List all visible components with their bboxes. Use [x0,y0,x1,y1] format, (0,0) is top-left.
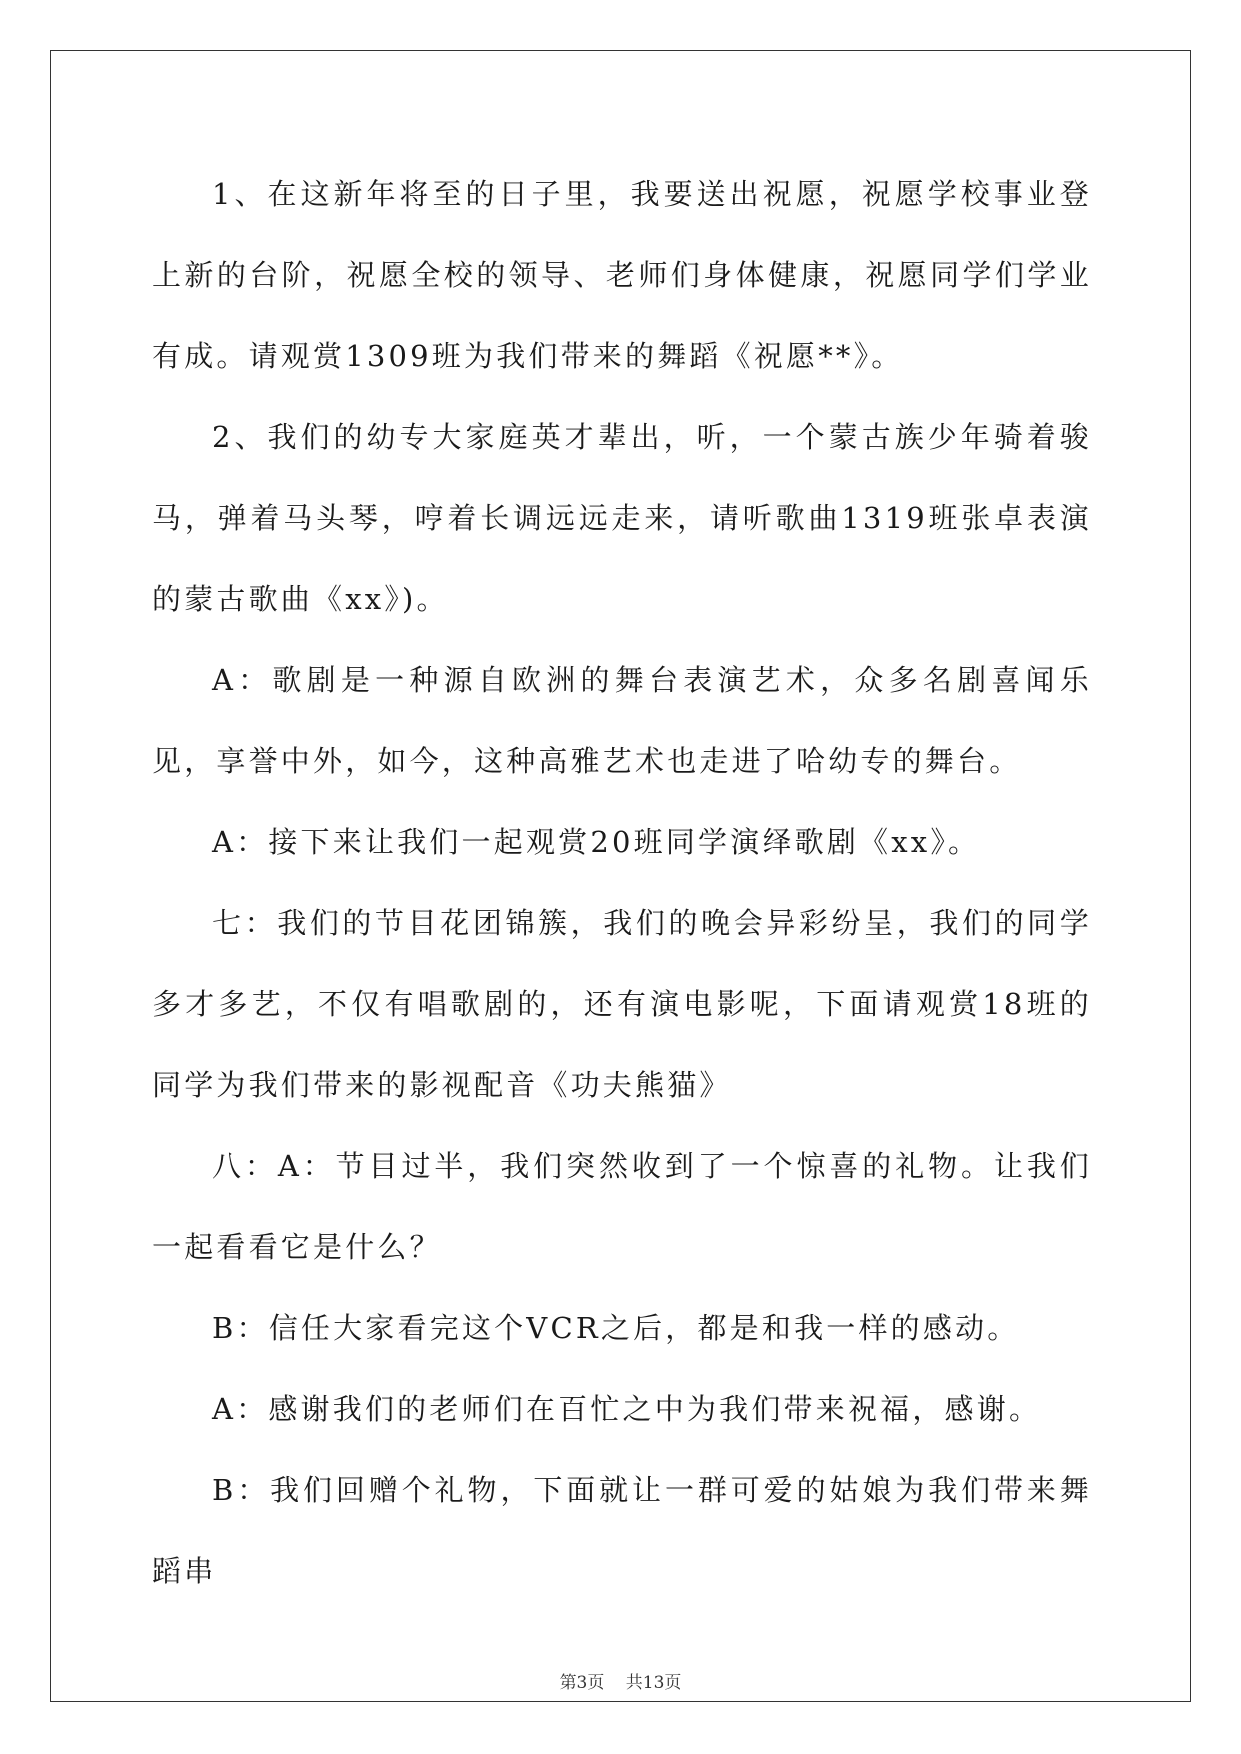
paragraph-4: A：接下来让我们一起观赏20班同学演绎歌剧《xx》。 [212,825,981,859]
paragraph-9: B：我们回赠个礼物，下面就让一群可爱的姑娘为我们带来舞蹈串 [152,1473,1092,1588]
document-body [152,154,1092,1612]
paragraph-6: 八：A：节目过半，我们突然收到了一个惊喜的礼物。让我们一起看看它是什么？ [152,1149,1092,1264]
paragraph-3: A：歌剧是一种源自欧洲的舞台表演艺术，众多名剧喜闻乐见，享誉中外，如今，这种高雅艺术也走进了哈幼专的舞台。 [152,663,1092,778]
paragraph-7: B：信任大家看完这个VCR之后，都是和我一样的感动。 [212,1311,1020,1345]
paragraph-2: 2、我们的幼专大家庭英才辈出，听，一个蒙古族少年骑着骏马，弹着马头琴，哼着长调远远走来，请听歌曲1319班张卓表演的蒙古歌曲《xx》)。 [152,420,1092,616]
page-number: 第3页 [559,1673,605,1693]
paragraph-5: 七：我们的节目花团锦簇，我们的晚会异彩纷呈，我们的同学多才多艺，不仅有唱歌剧的，还有演电影呢，下面请观赏18班的同学为我们带来的影视配音《功夫熊猫》 [152,906,1092,1102]
page-footer [0,1668,1241,1693]
paragraph-8: A：感谢我们的老师们在百忙之中为我们带来祝福，感谢。 [212,1392,1042,1426]
page-total: 共13页 [625,1673,682,1693]
paragraph-1: 1、在这新年将至的日子里，我要送出祝愿，祝愿学校事业登上新的台阶，祝愿全校的领导、老师们身体健康，祝愿同学们学业有成。请观赏1309班为我们带来的舞蹈《祝愿**》。 [152,177,1092,373]
